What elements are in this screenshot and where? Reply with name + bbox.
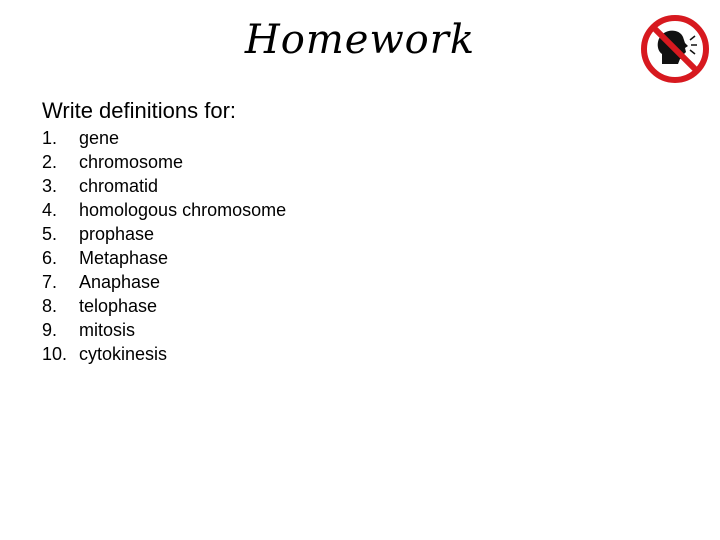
list-item xyxy=(42,222,286,246)
item-number: 8. xyxy=(42,296,58,316)
item-term: chromatid xyxy=(79,176,159,196)
item-number: 2. xyxy=(42,152,58,172)
list-item xyxy=(42,270,286,294)
definition-list xyxy=(42,126,286,366)
item-term: Anaphase xyxy=(79,272,161,292)
list-item xyxy=(42,174,286,198)
instruction-text: Write definitions for: xyxy=(42,98,237,123)
list-item xyxy=(42,126,286,150)
list-item xyxy=(42,342,286,366)
list-item xyxy=(42,246,286,270)
item-number: 7. xyxy=(42,272,58,292)
item-number: 9. xyxy=(42,320,58,340)
item-number: 6. xyxy=(42,248,58,268)
item-number: 4. xyxy=(42,200,58,220)
list-item xyxy=(42,318,286,342)
item-term: Metaphase xyxy=(79,248,169,268)
item-term: chromosome xyxy=(79,152,184,172)
item-number: 1. xyxy=(42,128,58,148)
no-talking-icon xyxy=(640,14,710,84)
item-term: cytokinesis xyxy=(79,344,168,364)
item-term: homologous chromosome xyxy=(79,200,287,220)
item-number: 5. xyxy=(42,224,58,244)
item-term: mitosis xyxy=(79,320,136,340)
list-item xyxy=(42,198,286,222)
item-term: gene xyxy=(79,128,120,148)
item-number: 10. xyxy=(42,344,68,364)
slide-title: Homework xyxy=(244,17,476,63)
list-item xyxy=(42,150,286,174)
item-number: 3. xyxy=(42,176,58,196)
list-item xyxy=(42,294,286,318)
item-term: prophase xyxy=(79,224,155,244)
item-term: telophase xyxy=(79,296,158,316)
